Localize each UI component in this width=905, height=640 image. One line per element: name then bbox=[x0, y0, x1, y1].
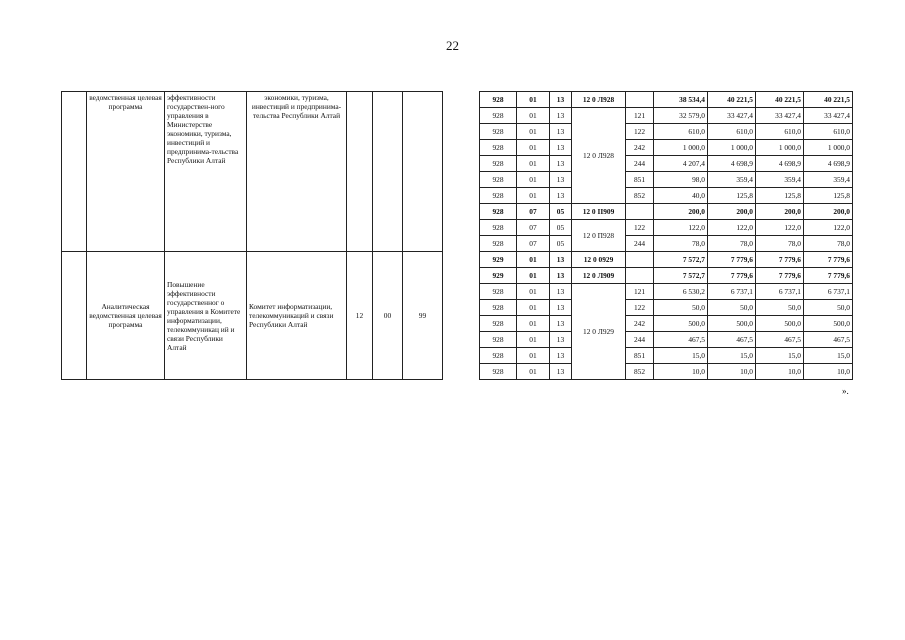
amount-cell: 10,0 bbox=[804, 364, 853, 380]
code-cell-3: 99 bbox=[403, 252, 443, 380]
amount-cell: 610,0 bbox=[708, 124, 756, 140]
amount-cell: 33 427,4 bbox=[708, 108, 756, 124]
amount-cell: 50,0 bbox=[708, 300, 756, 316]
grbs-cell: 928 bbox=[480, 220, 517, 236]
expense-type-cell: 851 bbox=[626, 348, 654, 364]
target-article-cell: 12 0 Л928 bbox=[572, 108, 626, 204]
expense-type-cell: 242 bbox=[626, 316, 654, 332]
subsection-cell: 13 bbox=[550, 300, 572, 316]
amount-cell: 1 000,0 bbox=[756, 140, 804, 156]
grbs-cell: 928 bbox=[480, 124, 517, 140]
amount-cell: 359,4 bbox=[708, 172, 756, 188]
amount-cell: 200,0 bbox=[708, 204, 756, 220]
table-row bbox=[62, 252, 853, 268]
subsection-cell: 13 bbox=[550, 172, 572, 188]
code-cell bbox=[373, 92, 403, 252]
amount-cell: 4 698,9 bbox=[708, 156, 756, 172]
amount-cell: 40 221,5 bbox=[756, 92, 804, 108]
amount-cell: 200,0 bbox=[654, 204, 708, 220]
amount-cell: 500,0 bbox=[708, 316, 756, 332]
grbs-cell: 928 bbox=[480, 316, 517, 332]
grbs-cell: 928 bbox=[480, 172, 517, 188]
grbs-cell: 928 bbox=[480, 364, 517, 380]
expense-type-cell: 852 bbox=[626, 188, 654, 204]
budget-table bbox=[61, 91, 853, 380]
amount-cell: 467,5 bbox=[804, 332, 853, 348]
expense-type-cell bbox=[626, 92, 654, 108]
amount-cell: 10,0 bbox=[708, 364, 756, 380]
subsection-cell: 05 bbox=[550, 236, 572, 252]
amount-cell: 10,0 bbox=[756, 364, 804, 380]
section-cell: 01 bbox=[517, 108, 550, 124]
section-cell: 07 bbox=[517, 204, 550, 220]
amount-cell: 500,0 bbox=[804, 316, 853, 332]
amount-cell: 4 698,9 bbox=[756, 156, 804, 172]
grbs-cell: 929 bbox=[480, 268, 517, 284]
code-cell bbox=[347, 92, 373, 252]
section-cell: 01 bbox=[517, 364, 550, 380]
expense-type-cell bbox=[626, 204, 654, 220]
subsection-cell: 13 bbox=[550, 140, 572, 156]
amount-cell: 125,8 bbox=[756, 188, 804, 204]
amount-cell: 33 427,4 bbox=[756, 108, 804, 124]
subsection-cell: 13 bbox=[550, 268, 572, 284]
amount-cell: 122,0 bbox=[708, 220, 756, 236]
target-article-cell: 12 0 Л929 bbox=[572, 284, 626, 380]
grbs-cell: 928 bbox=[480, 140, 517, 156]
code-cell-1: 12 bbox=[347, 252, 373, 380]
amount-cell: 6 737,1 bbox=[804, 284, 853, 300]
amount-cell: 15,0 bbox=[756, 348, 804, 364]
amount-cell: 467,5 bbox=[708, 332, 756, 348]
grbs-cell: 928 bbox=[480, 332, 517, 348]
section-cell: 01 bbox=[517, 316, 550, 332]
amount-cell: 359,4 bbox=[756, 172, 804, 188]
amount-cell: 15,0 bbox=[804, 348, 853, 364]
row-number-cell bbox=[62, 252, 87, 380]
table-row bbox=[62, 92, 853, 108]
amount-cell: 33 427,4 bbox=[804, 108, 853, 124]
target-article-cell: 12 0 0929 bbox=[572, 252, 626, 268]
subsection-cell: 13 bbox=[550, 332, 572, 348]
amount-cell: 500,0 bbox=[654, 316, 708, 332]
executor-cell: Комитет информатизации, телекоммуникаций и связи Республики Алтай bbox=[247, 252, 347, 380]
section-cell: 01 bbox=[517, 172, 550, 188]
target-article-cell: 12 0 П928 bbox=[572, 220, 626, 252]
closing-quote-mark: ». bbox=[842, 386, 849, 396]
amount-cell: 7 779,6 bbox=[756, 268, 804, 284]
amount-cell: 6 530,2 bbox=[654, 284, 708, 300]
expense-type-cell: 244 bbox=[626, 332, 654, 348]
amount-cell: 467,5 bbox=[756, 332, 804, 348]
grbs-cell: 928 bbox=[480, 156, 517, 172]
expense-type-cell bbox=[626, 268, 654, 284]
subsection-cell: 13 bbox=[550, 348, 572, 364]
amount-cell: 78,0 bbox=[708, 236, 756, 252]
section-cell: 01 bbox=[517, 268, 550, 284]
amount-cell: 4 698,9 bbox=[804, 156, 853, 172]
page-number: 22 bbox=[446, 38, 459, 53]
subsection-cell: 13 bbox=[550, 92, 572, 108]
program-goal-cell: эффективности государствен-ного управления в Министерстве экономики, туризма, инвестиций и предпринима-тельства Республики Алтай bbox=[165, 92, 247, 252]
subsection-cell: 13 bbox=[550, 252, 572, 268]
grbs-cell: 928 bbox=[480, 348, 517, 364]
section-cell: 01 bbox=[517, 300, 550, 316]
section-cell: 01 bbox=[517, 188, 550, 204]
amount-cell: 40,0 bbox=[654, 188, 708, 204]
program-goal-cell: Повышение эффективности государственног о управления в Комитете информатизации, телекоммуникац ий и связи Республики Алтай bbox=[165, 252, 247, 380]
amount-cell: 610,0 bbox=[804, 124, 853, 140]
subsection-cell: 13 bbox=[550, 188, 572, 204]
program-type-cell: ведомственная целевая программа bbox=[87, 92, 165, 252]
subsection-cell: 13 bbox=[550, 156, 572, 172]
column-gap bbox=[443, 92, 480, 252]
amount-cell: 125,8 bbox=[708, 188, 756, 204]
section-cell: 01 bbox=[517, 124, 550, 140]
amount-cell: 122,0 bbox=[654, 220, 708, 236]
expense-type-cell: 122 bbox=[626, 220, 654, 236]
amount-cell: 40 221,5 bbox=[708, 92, 756, 108]
amount-cell: 125,8 bbox=[804, 188, 853, 204]
amount-cell: 7 572,7 bbox=[654, 252, 708, 268]
section-cell: 01 bbox=[517, 284, 550, 300]
amount-cell: 40 221,5 bbox=[804, 92, 853, 108]
column-gap bbox=[443, 252, 480, 380]
amount-cell: 98,0 bbox=[654, 172, 708, 188]
executor-cell: экономики, туризма, инвестиций и предпринима-тельства Республики Алтай bbox=[247, 92, 347, 252]
section-cell: 01 bbox=[517, 348, 550, 364]
amount-cell: 200,0 bbox=[756, 204, 804, 220]
amount-cell: 500,0 bbox=[756, 316, 804, 332]
expense-type-cell: 121 bbox=[626, 108, 654, 124]
program-type-cell: Аналитическая ведомственная целевая программа bbox=[87, 252, 165, 380]
code-cell-2: 00 bbox=[373, 252, 403, 380]
block2-body bbox=[62, 252, 853, 380]
section-cell: 01 bbox=[517, 252, 550, 268]
code-cell bbox=[403, 92, 443, 252]
target-article-cell: 12 0 II909 bbox=[572, 204, 626, 220]
grbs-cell: 928 bbox=[480, 236, 517, 252]
amount-cell: 15,0 bbox=[708, 348, 756, 364]
amount-cell: 7 779,6 bbox=[756, 252, 804, 268]
grbs-cell: 928 bbox=[480, 284, 517, 300]
section-cell: 01 bbox=[517, 332, 550, 348]
amount-cell: 4 207,4 bbox=[654, 156, 708, 172]
amount-cell: 7 779,6 bbox=[708, 268, 756, 284]
amount-cell: 7 779,6 bbox=[708, 252, 756, 268]
expense-type-cell: 121 bbox=[626, 284, 654, 300]
amount-cell: 122,0 bbox=[804, 220, 853, 236]
grbs-cell: 928 bbox=[480, 92, 517, 108]
amount-cell: 610,0 bbox=[756, 124, 804, 140]
target-article-cell: 12 0 Л909 bbox=[572, 268, 626, 284]
amount-cell: 32 579,0 bbox=[654, 108, 708, 124]
grbs-cell: 928 bbox=[480, 300, 517, 316]
expense-type-cell: 122 bbox=[626, 300, 654, 316]
subsection-cell: 13 bbox=[550, 316, 572, 332]
expense-type-cell: 851 bbox=[626, 172, 654, 188]
amount-cell: 1 000,0 bbox=[708, 140, 756, 156]
amount-cell: 6 737,1 bbox=[708, 284, 756, 300]
amount-cell: 1 000,0 bbox=[654, 140, 708, 156]
section-cell: 01 bbox=[517, 140, 550, 156]
amount-cell: 359,4 bbox=[804, 172, 853, 188]
amount-cell: 78,0 bbox=[654, 236, 708, 252]
amount-cell: 7 572,7 bbox=[654, 268, 708, 284]
amount-cell: 50,0 bbox=[654, 300, 708, 316]
amount-cell: 38 534,4 bbox=[654, 92, 708, 108]
amount-cell: 122,0 bbox=[756, 220, 804, 236]
amount-cell: 10,0 bbox=[654, 364, 708, 380]
amount-cell: 15,0 bbox=[654, 348, 708, 364]
amount-cell: 1 000,0 bbox=[804, 140, 853, 156]
amount-cell: 7 779,6 bbox=[804, 268, 853, 284]
expense-type-cell: 242 bbox=[626, 140, 654, 156]
section-cell: 01 bbox=[517, 156, 550, 172]
subsection-cell: 13 bbox=[550, 364, 572, 380]
section-cell: 01 bbox=[517, 92, 550, 108]
subsection-cell: 05 bbox=[550, 204, 572, 220]
expense-type-cell: 852 bbox=[626, 364, 654, 380]
grbs-cell: 928 bbox=[480, 188, 517, 204]
expense-type-cell: 244 bbox=[626, 156, 654, 172]
amount-cell: 7 779,6 bbox=[804, 252, 853, 268]
expense-type-cell bbox=[626, 252, 654, 268]
amount-cell: 78,0 bbox=[756, 236, 804, 252]
expense-type-cell: 122 bbox=[626, 124, 654, 140]
amount-cell: 467,5 bbox=[654, 332, 708, 348]
amount-cell: 50,0 bbox=[756, 300, 804, 316]
subsection-cell: 05 bbox=[550, 220, 572, 236]
grbs-cell: 928 bbox=[480, 108, 517, 124]
grbs-cell: 928 bbox=[480, 204, 517, 220]
target-article-cell: 12 0 Л928 bbox=[572, 92, 626, 108]
amount-cell: 610,0 bbox=[654, 124, 708, 140]
amount-cell: 78,0 bbox=[804, 236, 853, 252]
expense-type-cell: 244 bbox=[626, 236, 654, 252]
subsection-cell: 13 bbox=[550, 284, 572, 300]
amount-cell: 50,0 bbox=[804, 300, 853, 316]
block1-body bbox=[62, 92, 853, 252]
row-number-cell bbox=[62, 92, 87, 252]
amount-cell: 6 737,1 bbox=[756, 284, 804, 300]
subsection-cell: 13 bbox=[550, 124, 572, 140]
amount-cell: 200,0 bbox=[804, 204, 853, 220]
section-cell: 07 bbox=[517, 220, 550, 236]
subsection-cell: 13 bbox=[550, 108, 572, 124]
grbs-cell: 929 bbox=[480, 252, 517, 268]
section-cell: 07 bbox=[517, 236, 550, 252]
